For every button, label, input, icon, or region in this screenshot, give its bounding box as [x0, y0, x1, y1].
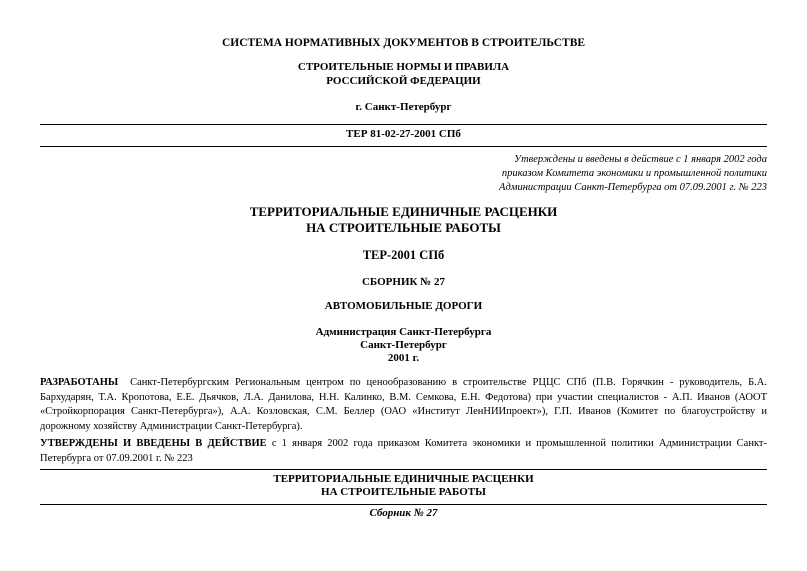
developed-label: РАЗРАБОТАНЫ [40, 377, 119, 388]
norms-title-line1: СТРОИТЕЛЬНЫЕ НОРМЫ И ПРАВИЛА [297, 61, 510, 73]
footer-title-line2: НА СТРОИТЕЛЬНЫЕ РАБОТЫ [321, 486, 486, 498]
document-code: ТЕР 81-02-27-2001 СПб [346, 128, 461, 140]
code-divider [40, 146, 767, 147]
system-title: СИСТЕМА НОРМАТИВНЫХ ДОКУМЕНТОВ В СТРОИТЕЛЬСТВЕ [221, 37, 586, 49]
publisher-line1: Администрация Санкт-Петербурга [315, 326, 492, 338]
approved-label: УТВЕРЖДЕНЫ И ВВЕДЕНЫ В ДЕЙСТВИЕ [40, 438, 267, 449]
footer-bottom-divider [40, 504, 767, 505]
approval-note [499, 153, 767, 195]
collection-subject: АВТОМОБИЛЬНЫЕ ДОРОГИ [324, 300, 483, 312]
publisher-line2: Санкт-Петербург [360, 339, 447, 351]
city-label: г. Санкт-Петербург [355, 101, 452, 113]
approved-text: с 1 января 2002 года приказом Комитета экономики и промышленной политики Администрации Санкт-Петербурга от 07.09.2001 г. № 223 [40, 438, 768, 464]
main-title-line2: НА СТРОИТЕЛЬНЫЕ РАБОТЫ [306, 220, 501, 235]
approval-line-2: приказом Комитета экономики и промышленной политики [501, 168, 767, 179]
collection-number: СБОРНИК № 27 [361, 276, 446, 288]
norms-title-line2: РОССИЙСКОЙ ФЕДЕРАЦИИ [326, 75, 481, 87]
short-title: ТЕР-2001 СПб [362, 248, 445, 262]
publication-year: 2001 г. [387, 352, 420, 364]
developed-text: Санкт-Петербургским Региональным центром по ценообразованию в строительстве РЦЦС СПб (П.В. Горячкин - руководитель, Б.А. Бархударян, Т.А. Кропотова, Е.Е. Дьячков, Л.А. Данилова, Н.Н. Калинко, В.М. Семкова, Е.Н. Федотова) при участии специалистов - А.П. Иванов (АООТ «Стройкорпорация Санкт-Петербурга»), А.А. Козловская, С.М. Беллер (ОАО «Институт ЛенНИИпроект»), Г.П. Иванов (Комитет по благоустройству и дорожному хозяйству Администрации Санкт-Петербурга). [40, 377, 767, 432]
main-title-line1: ТЕРРИТОРИАЛЬНЫЕ ЕДИНИЧНЫЕ РАСЦЕНКИ [249, 204, 558, 219]
footer-top-divider [40, 469, 767, 470]
developed-paragraph [40, 376, 767, 434]
approved-paragraph [40, 437, 767, 466]
footer-collection: Сборник № 27 [369, 507, 438, 519]
top-divider [40, 124, 767, 125]
approval-line-3: Администрации Санкт-Петербурга от 07.09.2001 г. № 223 [499, 182, 767, 193]
approval-line-1: Утверждены и введены в действие с 1 января 2002 года [514, 154, 767, 165]
footer-title-line1: ТЕРРИТОРИАЛЬНЫЕ ЕДИНИЧНЫЕ РАСЦЕНКИ [273, 473, 534, 485]
